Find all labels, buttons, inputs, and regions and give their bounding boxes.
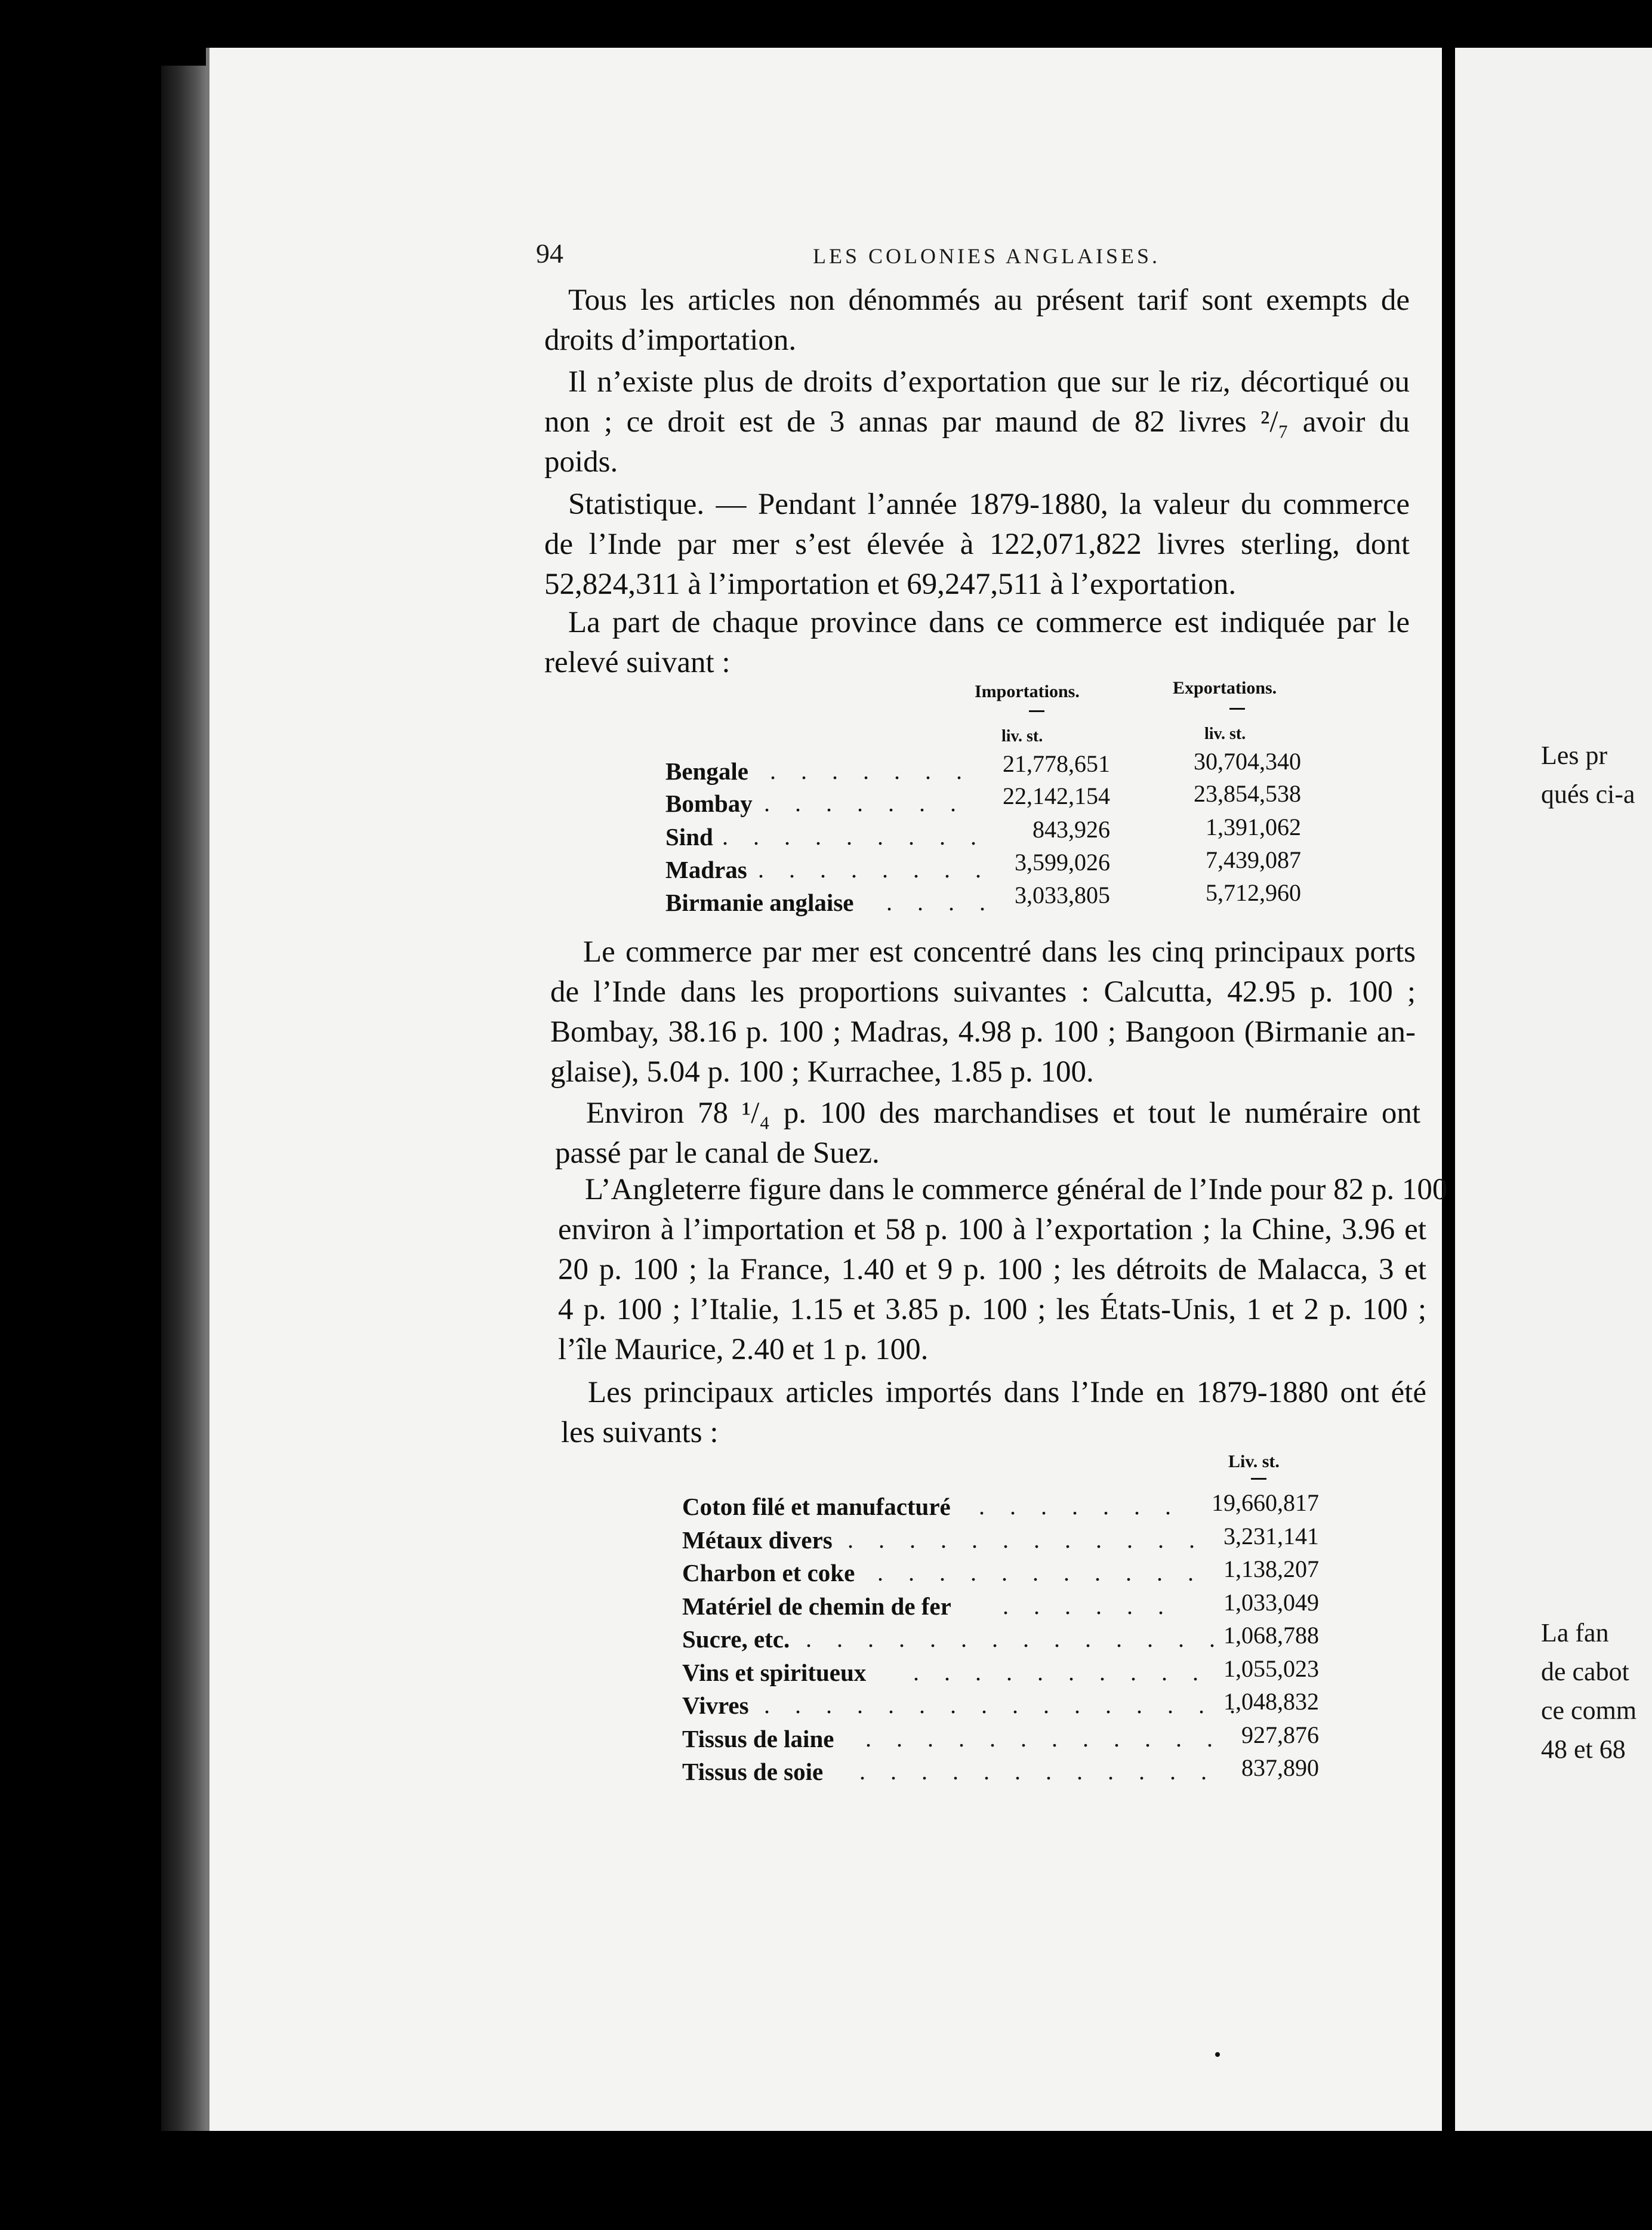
text-line: de l’Inde dans les proportions suivantes : Calcutta, 42.95 p. 100 ; (550, 975, 1416, 1009)
text-line: environ à l’importation et 58 p. 100 à l’exportation ; la Chine, 3.96 et (558, 1213, 1426, 1246)
running-title: LES COLONIES ANGLAISES. (813, 244, 1161, 268)
text-line: Il n’existe plus de droits d’exportation que sur le riz, décortiqué ou (568, 365, 1410, 399)
paragraph (558, 1170, 1448, 1370)
leader-dots: . . . . . . . . . . . . (859, 1758, 1216, 1785)
leader-dots: . . . . . . . (979, 1493, 1181, 1520)
text-line: La part de chaque province dans ce commerce est indiquée par le (568, 606, 1410, 639)
value: 927,876 (1241, 1721, 1319, 1748)
text-line: non ; ce droit est de 3 annas par maund de 82 livres ²/₇ avoir du (544, 405, 1410, 439)
exports-value: 5,712,960 (1206, 879, 1301, 906)
value: 19,660,817 (1212, 1489, 1319, 1516)
leader-dots: . . . . . . . (764, 790, 966, 817)
row-label: Tissus de soie (682, 1758, 824, 1785)
unit-label: liv. st. (1001, 727, 1043, 746)
imports-value: 22,142,154 (1003, 783, 1110, 809)
page-number: 94 (536, 238, 563, 269)
text-line: 4 p. 100 ; l’Italie, 1.15 et 3.85 p. 100 ; les États-Unis, 1 et 2 p. 100 ; (558, 1293, 1426, 1326)
text-line: l’île Maurice, 2.40 et 1 p. 100. (558, 1333, 929, 1366)
facing-page-text: Les pr (1541, 741, 1608, 770)
imports-value: 843,926 (1032, 816, 1110, 843)
imports-value: 21,778,651 (1003, 750, 1110, 777)
imports-value: 3,599,026 (1015, 849, 1110, 876)
text-line: Bombay, 38.16 p. 100 ; Madras, 4.98 p. 100 ; Bangoon (Birmanie an- (550, 1015, 1416, 1049)
exports-value: 30,704,340 (1194, 748, 1301, 775)
leader-dots: . . . . . . . . . . . . (847, 1526, 1204, 1553)
text-line: L’Angleterre figure dans le commerce général de l’Inde pour 82 p. 100 (585, 1173, 1448, 1206)
exports-value: 7,439,087 (1206, 846, 1301, 873)
text-line: 20 p. 100 ; la France, 1.40 et 9 p. 100 ; les détroits de Malacca, 3 et (558, 1253, 1426, 1286)
text-line: droits d’importation. (544, 324, 797, 357)
paragraph (544, 362, 1410, 482)
leader-dots: . . . . (886, 889, 995, 916)
text-line: Statistique. — Pendant l’année 1879-1880, la valeur du commerce (568, 488, 1410, 521)
paragraph (555, 1094, 1420, 1173)
paragraph (561, 1373, 1426, 1453)
text-line: glaise), 5.04 p. 100 ; Kurrachee, 1.85 p. 100. (550, 1055, 1094, 1089)
row-label: Sucre, etc. (682, 1625, 790, 1653)
leader-dots: . . . . . . . (770, 757, 972, 784)
facing-page-text: ce comm (1541, 1696, 1637, 1725)
leader-dots: . . . . . . (1003, 1593, 1173, 1619)
facing-page-text: qués ci-a (1541, 780, 1635, 809)
facing-page-text: de cabot (1541, 1657, 1629, 1686)
text-line: de l’Inde par mer s’est élevée à 122,071,822 livres sterling, dont (544, 528, 1410, 561)
row-label: Matériel de chemin de fer (682, 1593, 951, 1620)
paragraph (544, 485, 1410, 605)
column-header-imports: Importations. (975, 682, 1080, 701)
exports-value: 1,391,062 (1206, 814, 1301, 840)
rule (1251, 1478, 1266, 1480)
row-label: Charbon et coke (682, 1559, 855, 1587)
value: 1,033,049 (1223, 1589, 1319, 1616)
leader-dots: . . . . . . . . . . . . . . . . (764, 1692, 1245, 1718)
row-label: Bombay (665, 790, 753, 817)
rule (1029, 710, 1044, 712)
book-binding-edge (161, 66, 212, 2131)
leader-dots: . . . . . . . . . (722, 823, 986, 850)
text-line: 52,824,311 à l’importation et 69,247,511 à l’exportation. (544, 568, 1237, 601)
leader-dots: . . . . . . . . . . (913, 1659, 1208, 1686)
text-line: les suivants : (561, 1416, 719, 1449)
imports-value: 3,033,805 (1015, 882, 1110, 908)
exports-value: 23,854,538 (1194, 780, 1301, 807)
rule (1229, 708, 1245, 710)
text-line: Les principaux articles importés dans l’Inde en 1879-1880 ont été (588, 1376, 1426, 1409)
value: 1,055,023 (1223, 1655, 1319, 1682)
text-line: Tous les articles non dénommés au présent tarif sont exempts de (568, 284, 1410, 317)
text-line: poids. (544, 445, 618, 479)
value: 3,231,141 (1223, 1523, 1319, 1550)
value: 1,138,207 (1223, 1556, 1319, 1582)
page-speck (1215, 2052, 1220, 2057)
unit-label: liv. st. (1204, 725, 1246, 743)
paragraph (550, 932, 1416, 1092)
value: 837,890 (1241, 1754, 1319, 1781)
facing-page-text: 48 et 68 (1541, 1735, 1626, 1764)
text-line: Le commerce par mer est concentré dans les cinq principaux ports (583, 935, 1416, 969)
text-line: passé par le canal de Suez. (555, 1136, 880, 1170)
column-header-exports: Exportations. (1173, 678, 1277, 698)
paragraph (544, 603, 1410, 683)
row-label: Vins et spiritueux (682, 1659, 867, 1686)
row-label: Métaux divers (682, 1526, 833, 1554)
row-label: Vivres (682, 1692, 749, 1719)
text-line: Environ 78 ¹/₄ p. 100 des marchandises et tout le numéraire ont (586, 1096, 1420, 1130)
value: 1,068,788 (1223, 1622, 1319, 1649)
text-line: relevé suivant : (544, 646, 731, 679)
paragraph (544, 281, 1410, 361)
leader-dots: . . . . . . . . . . . (877, 1559, 1203, 1586)
leader-dots: . . . . . . . . (758, 856, 991, 883)
facing-page (1455, 48, 1652, 2131)
row-label: Sind (665, 823, 713, 851)
row-label: Birmanie anglaise (665, 889, 854, 916)
row-label: Coton filé et manufacturé (682, 1493, 951, 1520)
leader-dots: . . . . . . . . . . . . (865, 1725, 1222, 1752)
unit-label: Liv. st. (1228, 1452, 1280, 1471)
row-label: Tissus de laine (682, 1725, 834, 1752)
facing-page-text: La fan (1541, 1618, 1609, 1647)
row-label: Madras (665, 856, 747, 883)
leader-dots: . . . . . . . . . . . . . . (806, 1625, 1225, 1652)
row-label: Bengale (665, 757, 748, 785)
value: 1,048,832 (1223, 1688, 1319, 1715)
